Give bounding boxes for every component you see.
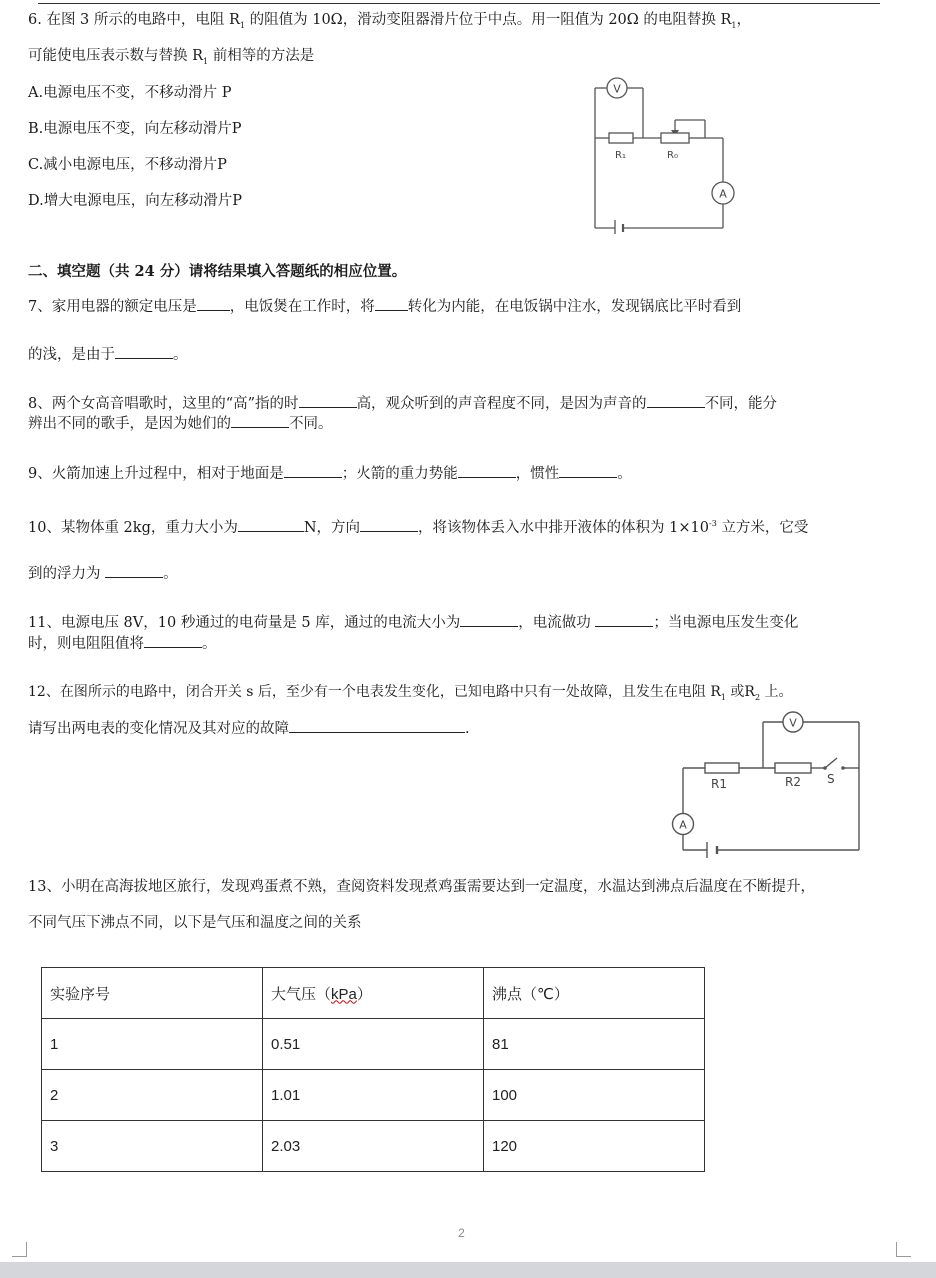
- q6-circuit-diagram: [585, 74, 745, 234]
- table-cell-pressure: 0.51: [263, 1019, 484, 1070]
- q8-blank-3[interactable]: [231, 413, 289, 428]
- table-cell-pressure: 1.01: [263, 1070, 484, 1121]
- table-row: [42, 1070, 705, 1121]
- q12-blank-1[interactable]: [289, 718, 465, 733]
- q12-switch-label: S: [827, 772, 835, 786]
- q12-resistor-r2: [775, 763, 811, 773]
- q10-blank-2[interactable]: [360, 517, 418, 532]
- q6-line-1: 6. 在图 3 所示的电路中，电阻 $R_1$ 的阻值为 10Ω，滑动变阻器滑片位于中点。用一阻值为 20Ω 的电阻替换 $R_1$，: [28, 12, 752, 30]
- header-cell-experiment-number: 实验序号: [42, 968, 263, 1019]
- q12-ammeter-label: A: [679, 818, 687, 832]
- q12-circuit-diagram: [665, 708, 870, 868]
- q8-line-1: 8、两个女高音唱歌时，这里的“高”指的时 高，观众听到的声音程度不同，是因为声音的 不同，能分: [28, 393, 777, 414]
- page-number: 2: [458, 1226, 465, 1240]
- table-row: [42, 1121, 705, 1172]
- q6-line-2: 可能使电压表示数与替换 $R_1$ 前相等的方法是: [28, 48, 315, 66]
- q8-blank-2[interactable]: [647, 393, 705, 408]
- q9-blank-1[interactable]: [284, 463, 342, 478]
- table-cell-boiling: 120: [484, 1121, 705, 1172]
- table-row: [42, 1019, 705, 1070]
- header-cell-pressure: 大气压（kPa）: [263, 968, 484, 1019]
- crop-mark-bottom-left: [12, 1242, 27, 1257]
- q6-resistor-r1: [609, 133, 633, 143]
- q9-blank-3[interactable]: [559, 463, 617, 478]
- q6-option-c: C.减小电源电压，不移动滑片P: [28, 157, 227, 173]
- q6-option-a: A.电源电压不变，不移动滑片 P: [28, 85, 232, 101]
- q7-blank-1[interactable]: [197, 296, 230, 311]
- q9-line-1: 9、火箭加速上升过程中，相对于地面是 ；火箭的重力势能 ，惯性 。: [28, 463, 632, 484]
- q12-r1-label: R1: [711, 777, 727, 791]
- table-cell-id: 3: [42, 1121, 263, 1172]
- q12-line-1: 12、在图所示的电路中，闭合开关 s 后，至少有一个电表发生变化，已知电路中只有一处故障，且发生在电阻 $R_1$ 或$R_2$ 上。: [28, 684, 793, 702]
- q13-line-1: 13、小明在高海拔地区旅行，发现鸡蛋煮不熟，查阅资料发现煮鸡蛋需要达到一定温度，水温达到沸点后温度在不断提升，: [28, 879, 815, 895]
- table-cell-pressure: 2.03: [263, 1121, 484, 1172]
- q11-line-1: 11、电源电压 8V，10 秒通过的电荷量是 5 库，通过的电流大小为 ，电流做功 ；当电源电压发生变化: [28, 612, 798, 633]
- q11-blank-3[interactable]: [144, 633, 202, 648]
- q11-blank-2[interactable]: [595, 612, 653, 627]
- header-cell-boiling-point: 沸点（℃）: [484, 968, 705, 1019]
- q11-blank-1[interactable]: [460, 612, 518, 627]
- boiling-point-table: [41, 967, 705, 1172]
- q7-line-1: 7、家用电器的额定电压是 ，电饭煲在工作时，将 转化为内能，在电饭锅中注水，发现锅底比平时看到: [28, 296, 741, 317]
- q6-option-b: B.电源电压不变，向左移动滑片P: [28, 121, 242, 137]
- q8-blank-1[interactable]: [299, 393, 357, 408]
- table-cell-id: 1: [42, 1019, 263, 1070]
- q6-rheostat-r0: [661, 133, 689, 143]
- window-bottom-bar: [0, 1262, 936, 1278]
- q10-line-2: 到的浮力为 。: [28, 563, 178, 584]
- table-cell-boiling: 100: [484, 1070, 705, 1121]
- section-2-heading: 二、填空题（共 24 分）请将结果填入答题纸的相应位置。: [28, 263, 407, 280]
- q7-line-2: 的浅，是由于 。: [28, 344, 188, 365]
- q8-line-2: 辨出不同的歌手，是因为她们的 不同。: [28, 413, 333, 434]
- q6-r0-label: R₀: [667, 150, 678, 161]
- q9-blank-2[interactable]: [458, 463, 516, 478]
- q7-blank-3[interactable]: [115, 344, 173, 359]
- q10-blank-1[interactable]: [238, 517, 304, 532]
- header-rule: [38, 3, 880, 4]
- table-cell-boiling: 81: [484, 1019, 705, 1070]
- q6-voltmeter-label: V: [613, 82, 621, 96]
- q12-resistor-r1: [705, 763, 739, 773]
- q6-ammeter-label: A: [719, 187, 727, 201]
- q11-line-2: 时，则电阻阻值将 。: [28, 633, 217, 654]
- table-header-row: [42, 968, 705, 1019]
- q13-line-2: 不同气压下沸点不同，以下是气压和温度之间的关系: [28, 915, 362, 931]
- q6-option-d: D.增大电源电压，向左移动滑片P: [28, 193, 242, 209]
- q12-line-2: 请写出两电表的变化情况及其对应的故障 .: [28, 718, 470, 739]
- q10-blank-3[interactable]: [105, 563, 163, 578]
- q6-r1-label: R₁: [615, 150, 626, 161]
- q7-blank-2[interactable]: [375, 296, 408, 311]
- q12-voltmeter-label: V: [789, 716, 797, 730]
- crop-mark-bottom-right: [896, 1242, 911, 1257]
- table-cell-id: 2: [42, 1070, 263, 1121]
- q12-r2-label: R2: [785, 775, 801, 789]
- spellcheck-underlined-unit: kPa: [331, 985, 357, 1003]
- q10-line-1: 10、某物体重 2kg，重力大小为 N，方向 ，将该物体丢入水中排开液体的体积为 $1\times 10^{-3}$ 立方米，它受: [28, 514, 808, 538]
